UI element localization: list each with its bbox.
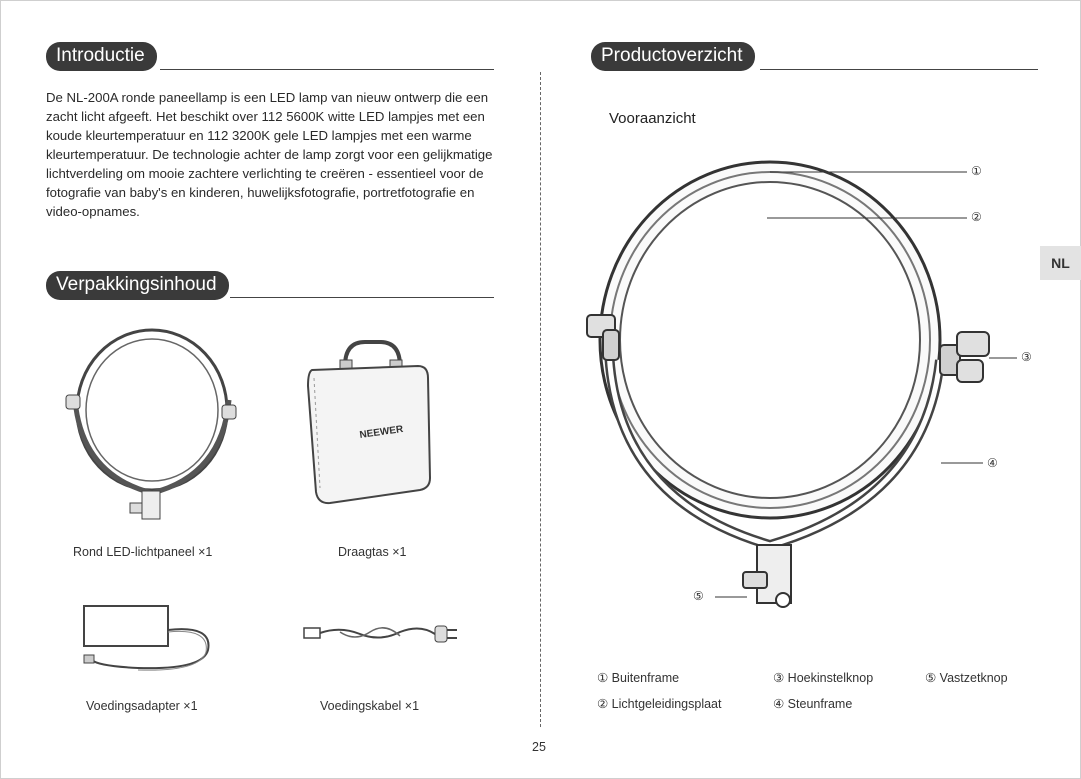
power-adapter-illustration bbox=[78, 600, 228, 690]
page-number: 25 bbox=[532, 740, 546, 754]
package-item-led-panel-label: Rond LED-lichtpaneel ×1 bbox=[73, 545, 213, 559]
language-tab: NL bbox=[1040, 246, 1081, 280]
package-heading-rule bbox=[230, 297, 494, 298]
callout-lock-knob: ⑤ bbox=[693, 589, 704, 603]
legend-lock-knob: ⑤ Vastzetknop bbox=[925, 671, 1008, 685]
overview-heading-block bbox=[591, 42, 755, 71]
intro-text: De NL-200A ronde paneellamp is een LED lamp van nieuw ontwerp die een zacht licht afgeeft. Het beschikt over 112 5600K witte LED lampjes met een koude kleurtemperatuur en 112 3200K gele LED lampjes met een warme kleurtemperatuur. De technologie achter de lamp zorgt voor een gelijkmatige lichtverdeling om mooie zachtere verlichting te creëren - essentieel voor de fotografie van baby's en kinderen, huwelijksfotografie, portretfotografie en video-opnames. bbox=[46, 90, 493, 219]
round-led-panel-illustration bbox=[60, 325, 250, 535]
front-view-illustration bbox=[585, 160, 1045, 630]
legend-angle-knob: ③ Hoekinstelknop bbox=[773, 671, 874, 685]
bag-brand-label: NEEWER bbox=[358, 423, 404, 441]
callout-support-frame: ④ bbox=[987, 456, 998, 470]
front-view-label: Vooraanzicht bbox=[609, 110, 696, 127]
power-cable-illustration bbox=[300, 612, 465, 662]
package-heading-block bbox=[46, 271, 229, 300]
intro-heading-rule bbox=[160, 69, 494, 70]
package-item-cable-label: Voedingskabel ×1 bbox=[320, 699, 420, 713]
column-divider bbox=[540, 72, 541, 727]
intro-heading: Introductie bbox=[46, 42, 157, 71]
intro-heading-block bbox=[46, 42, 157, 71]
intro-paragraph bbox=[46, 88, 506, 221]
package-item-bag-label: Draagtas ×1 bbox=[338, 545, 407, 559]
package-heading: Verpakkingsinhoud bbox=[46, 271, 229, 300]
legend-outer-frame: ① Buitenframe bbox=[597, 671, 680, 685]
legend-support-frame: ④ Steunframe bbox=[773, 697, 853, 711]
overview-heading-rule bbox=[760, 69, 1038, 70]
callout-outer-frame: ① bbox=[971, 164, 982, 178]
carrying-bag-illustration bbox=[300, 338, 440, 508]
package-item-adapter-label: Voedingsadapter ×1 bbox=[86, 699, 198, 713]
overview-heading: Productoverzicht bbox=[591, 42, 755, 71]
callout-light-guide-plate: ② bbox=[971, 210, 982, 224]
legend-light-guide-plate: ② Lichtgeleidingsplaat bbox=[597, 697, 722, 711]
callout-angle-knob: ③ bbox=[1021, 350, 1032, 364]
